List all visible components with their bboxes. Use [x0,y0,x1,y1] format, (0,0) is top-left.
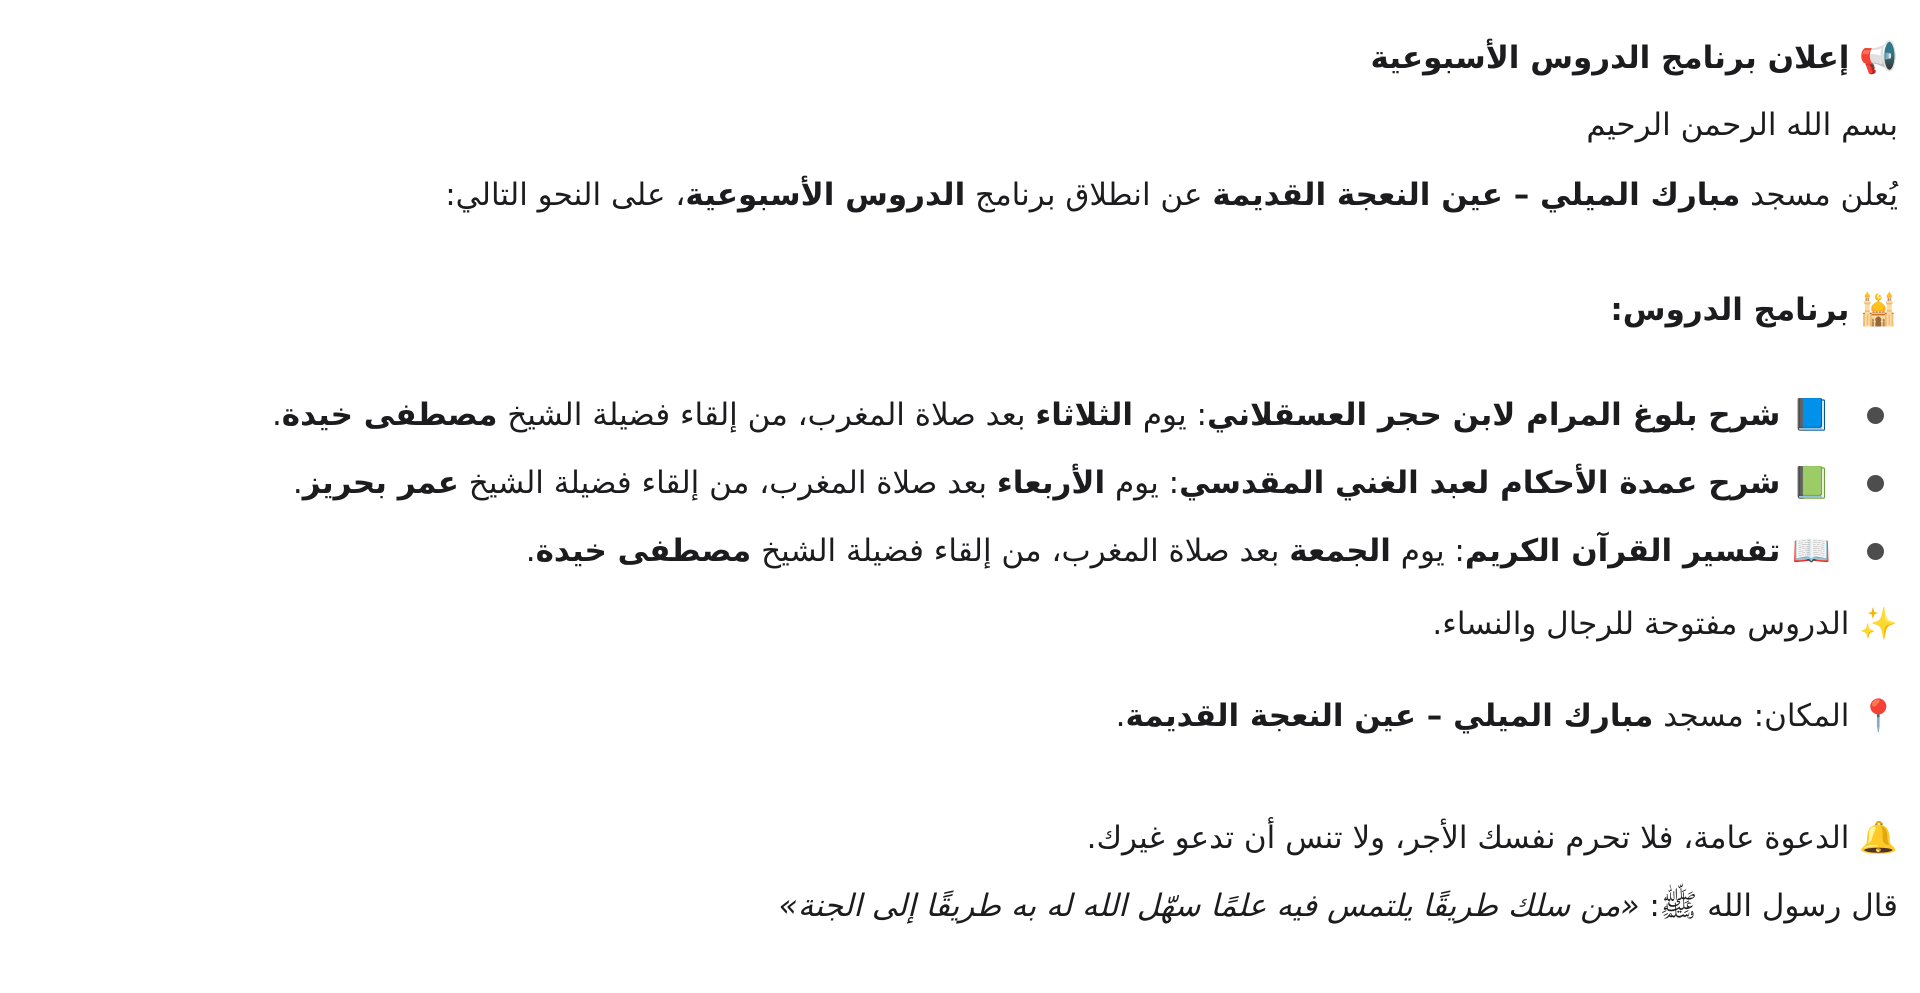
lesson-item [22,461,1898,505]
hadith-line: قال رسول الله ﷺ: «من سلك طريقًا يلتمس فيه علمًا سهّل الله له به طريقًا إلى الجنة» [778,888,1898,924]
bullet-dot [1867,407,1884,424]
intro-line: يُعلن مسجد مبارك الميلي – عين النعجة القديمة عن انطلاق برنامج الدروس الأسبوعية، على النحو التالي: [445,177,1898,213]
program-heading-text: برنامج الدروس: [1610,292,1850,328]
bell-icon: 🔔 [1859,820,1898,856]
invitation-text: الدعوة عامة، فلا تحرم نفسك الأجر، ولا تنس أن تدعو غيرك. [1086,820,1850,856]
announcement-title-text: إعلان برنامج الدروس الأسبوعية [1370,40,1850,76]
open-book-icon: 📖 [1792,533,1831,569]
bullet-dot [1867,543,1884,560]
location-text: المكان: مسجد مبارك الميلي – عين النعجة القديمة. [1115,698,1850,734]
round-pushpin-icon: 📍 [1859,698,1898,734]
lesson-text: شرح بلوغ المرام لابن حجر العسقلاني: يوم الثلاثاء بعد صلاة المغرب، من إلقاء فضيلة الشيخ مصطفى خيدة. [271,397,1781,433]
green-book-icon: 📗 [1792,465,1831,501]
lessons-list [22,393,1898,573]
lesson-text: شرح عمدة الأحكام لعبد الغني المقدسي: يوم الأربعاء بعد صلاة المغرب، من إلقاء فضيلة الشيخ عمر بحريز. [292,465,1781,501]
sparkles-icon: ✨ [1859,606,1898,642]
bismillah-line: بسم الله الرحمن الرحيم [1586,107,1898,143]
blue-book-icon: 📘 [1792,397,1831,433]
lesson-item [22,529,1898,573]
lesson-item [22,393,1898,437]
lesson-text: تفسير القرآن الكريم: يوم الجمعة بعد صلاة المغرب، من إلقاء فضيلة الشيخ مصطفى خيدة. [525,533,1781,569]
megaphone-icon: 📢 [1859,40,1898,76]
open-to-all-line [22,602,1898,646]
location-line [22,694,1898,738]
program-heading [22,288,1898,332]
mosque-icon: 🕌 [1859,292,1898,328]
announcement-title [22,36,1898,80]
invitation-line [22,816,1898,860]
open-to-all-text: الدروس مفتوحة للرجال والنساء. [1432,606,1850,642]
bullet-dot [1867,475,1884,492]
